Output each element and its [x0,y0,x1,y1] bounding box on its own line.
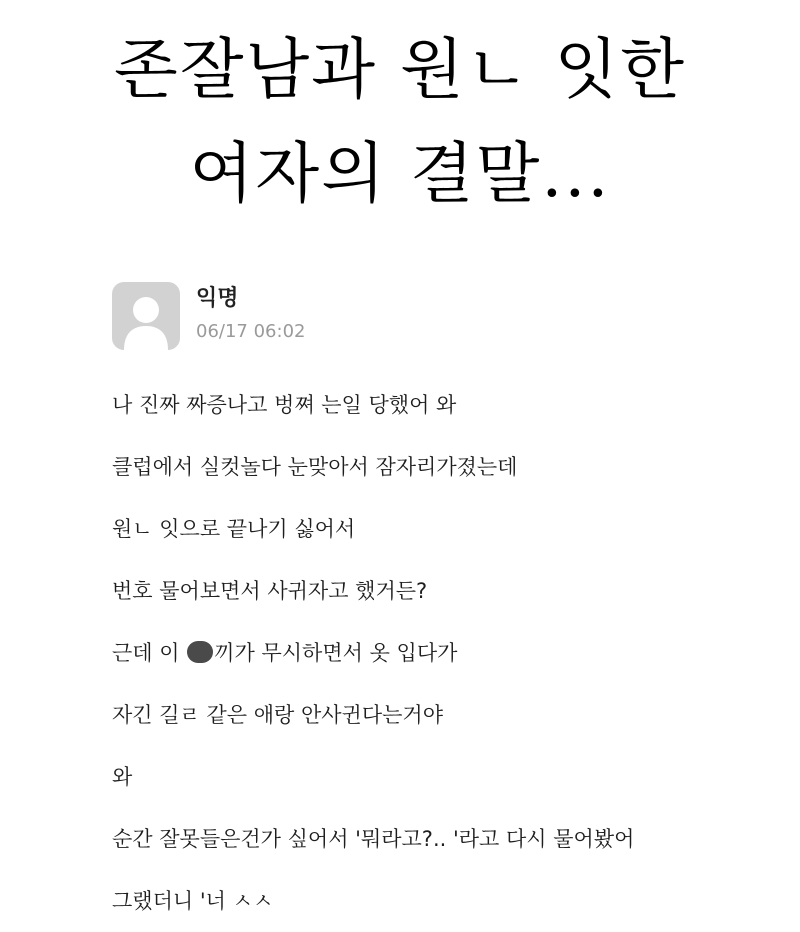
censor-blur-mark [187,641,213,663]
anonymous-post [112,282,772,913]
headline-line-1: 존잘남과 원ㄴ 잇한 [113,31,686,108]
anonymous-user-icon [112,282,180,350]
post-line: 그랬더니 '너 ㅅㅅ [112,889,274,913]
censored-line-before: 근데 이 [112,641,187,665]
post-line: 원ㄴ 잇으로 끝나기 싫어서 [112,517,356,541]
post-line: 순간 잘못들은건가 싶어서 '뭐라고?.. '라고 다시 물어봤어 [112,827,635,851]
author-name: 익명 [196,286,239,311]
headline-line-2: 여자의 결말... [189,135,611,212]
avatar-silhouette-icon [112,282,180,350]
post-header [112,282,772,354]
post-line: 클럽에서 실컷놀다 눈맞아서 잠자리가졌는데 [112,455,518,479]
post-line: 나 진짜 짜증나고 벙쪄 는일 당했어 와 [112,393,457,417]
post-line-censored [112,622,772,684]
post-line: 번호 물어보면서 사귀자고 했거든? [112,579,428,603]
headline [0,18,800,226]
post-timestamp: 06/17 06:02 [196,321,306,342]
censored-line-after: 끼가 무시하면서 옷 입다가 [214,641,458,665]
post-line: 와 [112,765,133,789]
post-body [112,374,772,932]
post-meta [196,282,305,346]
post-line: 자긴 길ㄹ 같은 애랑 안사귄다는거야 [112,703,443,727]
